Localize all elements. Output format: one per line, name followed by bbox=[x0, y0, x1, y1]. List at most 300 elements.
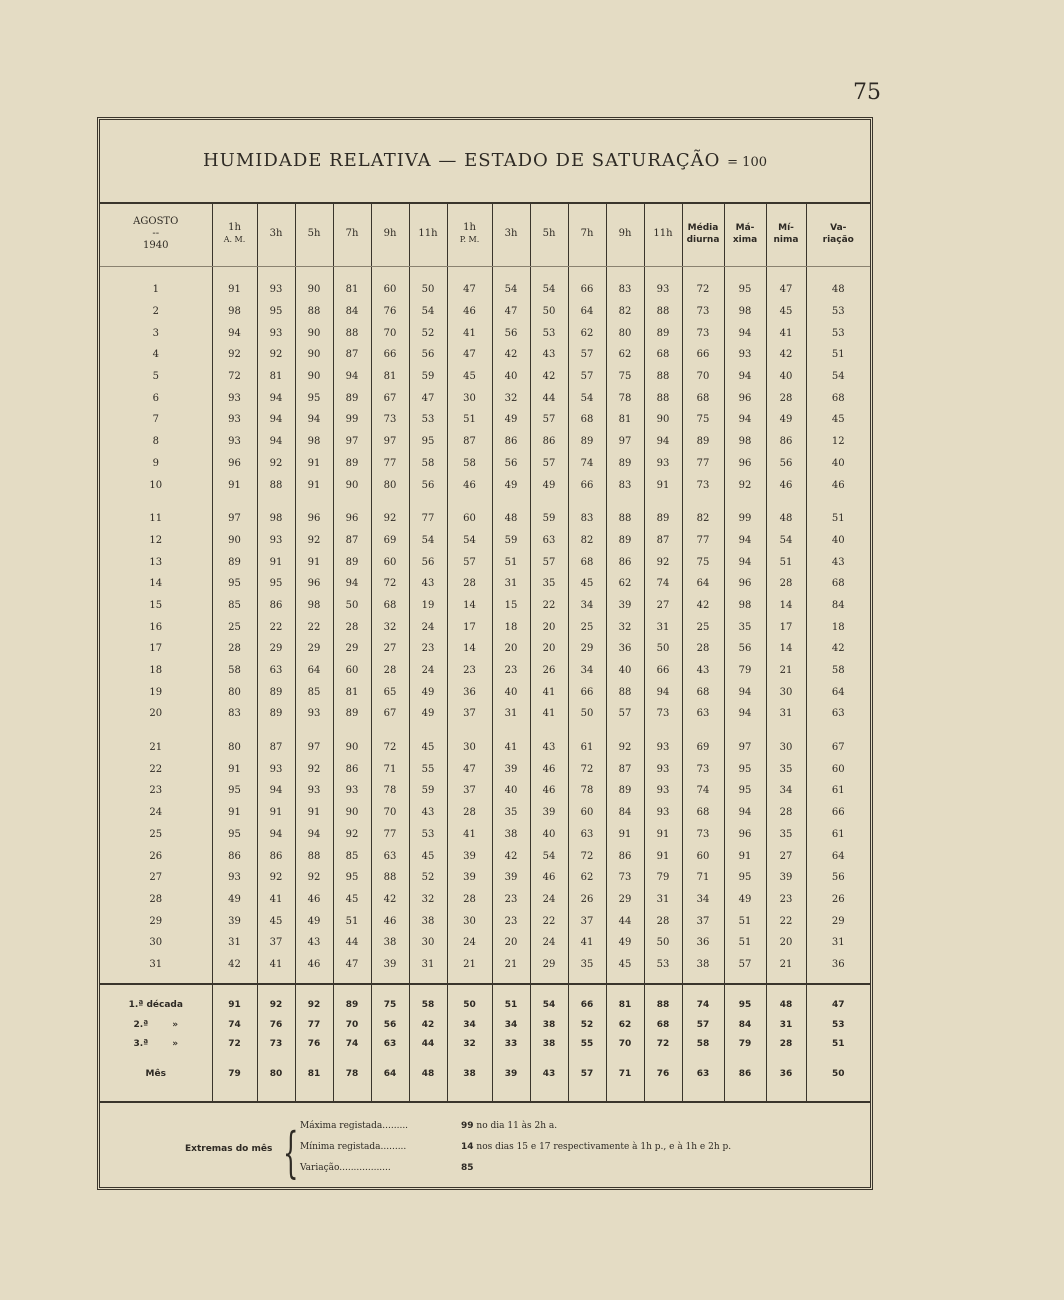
value-cell: 93 bbox=[644, 279, 682, 301]
min-header bbox=[766, 202, 806, 267]
min-recorded-value bbox=[461, 1142, 731, 1152]
spacer-cell bbox=[492, 1083, 530, 1102]
spacer-cell bbox=[333, 1054, 371, 1064]
value-cell: 79 bbox=[212, 1064, 257, 1084]
value-cell: 49 bbox=[492, 409, 530, 431]
day-cell: 1 bbox=[152, 284, 159, 296]
value-cell: 47 bbox=[409, 387, 447, 409]
value-cell: 78 bbox=[333, 1064, 371, 1084]
value-cell: 29 bbox=[606, 889, 644, 911]
value-cell: 49 bbox=[766, 409, 806, 431]
value-cell: 94 bbox=[257, 387, 295, 409]
value-cell: 34 bbox=[447, 1015, 492, 1035]
value-cell: 25 bbox=[568, 616, 606, 638]
spacer-cell bbox=[682, 984, 724, 995]
spacer-row bbox=[100, 1054, 870, 1064]
spacer-cell bbox=[212, 975, 257, 984]
value-cell: 90 bbox=[333, 737, 371, 759]
value-cell: 89 bbox=[257, 703, 295, 725]
day-cell: 8 bbox=[152, 436, 159, 448]
summary-label: 3.ª bbox=[133, 1039, 149, 1050]
value-cell: 91 bbox=[212, 802, 257, 824]
value-cell: 93 bbox=[644, 802, 682, 824]
value-cell: 24 bbox=[530, 932, 568, 954]
value-cell: 96 bbox=[295, 508, 333, 530]
variation-label: Variação.................. bbox=[300, 1163, 391, 1173]
value-cell: 74 bbox=[682, 780, 724, 802]
spacer-row bbox=[100, 267, 870, 280]
ditto-mark: » bbox=[172, 1019, 179, 1030]
spacer-cell bbox=[295, 984, 333, 995]
value-cell: 38 bbox=[409, 910, 447, 932]
spacer-cell bbox=[371, 267, 409, 280]
value-cell: 38 bbox=[530, 1015, 568, 1035]
spacer-cell bbox=[806, 1054, 870, 1064]
value-cell: 88 bbox=[644, 366, 682, 388]
value-cell: 51 bbox=[447, 409, 492, 431]
value-cell: 54 bbox=[447, 530, 492, 552]
value-cell: 56 bbox=[409, 551, 447, 573]
hour-header: 11h bbox=[644, 202, 682, 267]
value-cell: 35 bbox=[724, 616, 766, 638]
table-row bbox=[100, 573, 870, 595]
spacer-row bbox=[100, 984, 870, 995]
value-cell: 86 bbox=[257, 845, 295, 867]
value-cell: 34 bbox=[568, 595, 606, 617]
value-cell: 68 bbox=[806, 573, 870, 595]
value-cell: 98 bbox=[724, 595, 766, 617]
value-cell: 36 bbox=[682, 932, 724, 954]
value-cell: 48 bbox=[409, 1064, 447, 1084]
spacer-cell bbox=[568, 496, 606, 508]
value-cell: 28 bbox=[766, 387, 806, 409]
value-cell: 93 bbox=[644, 780, 682, 802]
value-cell: 86 bbox=[257, 595, 295, 617]
value-cell: 53 bbox=[806, 1015, 870, 1035]
table-row bbox=[100, 780, 870, 802]
value-cell: 83 bbox=[606, 474, 644, 496]
spacer-cell bbox=[409, 267, 447, 280]
table-row bbox=[100, 409, 870, 431]
value-cell: 24 bbox=[409, 616, 447, 638]
min-label-2: nima bbox=[773, 235, 799, 245]
value-cell: 67 bbox=[371, 387, 409, 409]
spacer-cell bbox=[447, 496, 492, 508]
value-cell: 80 bbox=[212, 737, 257, 759]
value-cell: 93 bbox=[333, 780, 371, 802]
value-cell: 60 bbox=[447, 508, 492, 530]
value-cell: 50 bbox=[806, 1064, 870, 1084]
value-cell: 32 bbox=[447, 1034, 492, 1054]
value-cell: 31 bbox=[492, 703, 530, 725]
day-cell: 9 bbox=[152, 457, 159, 469]
value-cell: 35 bbox=[766, 824, 806, 846]
spacer-cell bbox=[371, 496, 409, 508]
value-cell: 98 bbox=[724, 431, 766, 453]
value-cell: 39 bbox=[606, 595, 644, 617]
value-cell: 50 bbox=[409, 279, 447, 301]
spacer-cell bbox=[644, 725, 682, 737]
value-cell: 22 bbox=[766, 910, 806, 932]
value-cell: 89 bbox=[682, 431, 724, 453]
value-cell: 80 bbox=[371, 474, 409, 496]
day-cell: 27 bbox=[149, 872, 163, 884]
value-cell: 90 bbox=[295, 344, 333, 366]
spacer-cell bbox=[530, 1083, 568, 1102]
value-cell: 28 bbox=[682, 638, 724, 660]
value-cell: 59 bbox=[409, 366, 447, 388]
value-cell: 39 bbox=[492, 758, 530, 780]
spacer-cell bbox=[724, 1083, 766, 1102]
spacer-cell bbox=[257, 496, 295, 508]
spacer-cell bbox=[568, 725, 606, 737]
value-cell: 77 bbox=[371, 453, 409, 475]
value-cell: 42 bbox=[371, 889, 409, 911]
min-note: nos dias 15 e 17 respectivamente à 1h p., e à 1h e 2h p. bbox=[476, 1142, 732, 1152]
table-row bbox=[100, 910, 870, 932]
spacer-cell bbox=[212, 984, 257, 995]
day-cell: 18 bbox=[149, 665, 163, 677]
table-row bbox=[100, 474, 870, 496]
value-cell: 91 bbox=[212, 279, 257, 301]
hour-header: 9h bbox=[606, 202, 644, 267]
spacer-cell bbox=[295, 1083, 333, 1102]
value-cell: 49 bbox=[409, 681, 447, 703]
day-cell: 25 bbox=[149, 828, 163, 840]
table-row bbox=[100, 322, 870, 344]
value-cell: 89 bbox=[333, 387, 371, 409]
day-cell: 13 bbox=[149, 556, 163, 568]
value-cell: 31 bbox=[409, 954, 447, 976]
value-cell: 91 bbox=[212, 758, 257, 780]
value-cell: 40 bbox=[492, 366, 530, 388]
value-cell: 98 bbox=[295, 595, 333, 617]
spacer-cell bbox=[606, 1083, 644, 1102]
spacer-cell bbox=[806, 267, 870, 280]
value-cell: 94 bbox=[724, 802, 766, 824]
value-cell: 47 bbox=[806, 995, 870, 1015]
spacer-cell bbox=[295, 975, 333, 984]
spacer-cell bbox=[606, 496, 644, 508]
spacer-cell bbox=[409, 984, 447, 995]
hour-header: 5h bbox=[530, 202, 568, 267]
value-cell: 37 bbox=[447, 703, 492, 725]
value-cell: 88 bbox=[371, 867, 409, 889]
spacer-cell bbox=[212, 496, 257, 508]
table-row bbox=[100, 595, 870, 617]
value-cell: 21 bbox=[492, 954, 530, 976]
spacer-cell bbox=[568, 975, 606, 984]
spacer-cell bbox=[806, 496, 870, 508]
value-cell: 26 bbox=[530, 660, 568, 682]
value-cell: 44 bbox=[530, 387, 568, 409]
spacer-cell bbox=[295, 496, 333, 508]
value-cell: 96 bbox=[724, 573, 766, 595]
value-cell: 93 bbox=[644, 758, 682, 780]
spacer-cell bbox=[606, 267, 644, 280]
value-cell: 78 bbox=[371, 780, 409, 802]
spacer-cell bbox=[644, 1054, 682, 1064]
value-cell: 93 bbox=[644, 453, 682, 475]
value-cell: 78 bbox=[568, 780, 606, 802]
value-cell: 72 bbox=[568, 845, 606, 867]
value-cell: 45 bbox=[447, 366, 492, 388]
value-cell: 38 bbox=[530, 1034, 568, 1054]
value-cell: 68 bbox=[806, 387, 870, 409]
value-cell: 80 bbox=[212, 681, 257, 703]
value-cell: 62 bbox=[568, 322, 606, 344]
variation-value-wrap bbox=[461, 1163, 474, 1173]
value-cell: 91 bbox=[257, 802, 295, 824]
value-cell: 20 bbox=[530, 616, 568, 638]
value-cell: 46 bbox=[530, 758, 568, 780]
value-cell: 86 bbox=[530, 431, 568, 453]
variation-label-2: riação bbox=[822, 235, 854, 245]
value-cell: 88 bbox=[295, 845, 333, 867]
value-cell: 43 bbox=[530, 1064, 568, 1084]
value-cell: 48 bbox=[766, 995, 806, 1015]
value-cell: 73 bbox=[371, 409, 409, 431]
value-cell: 93 bbox=[212, 431, 257, 453]
value-cell: 30 bbox=[447, 387, 492, 409]
table-body bbox=[100, 267, 870, 1103]
value-cell: 45 bbox=[568, 573, 606, 595]
value-cell: 31 bbox=[644, 616, 682, 638]
value-cell: 41 bbox=[257, 954, 295, 976]
spacer-cell bbox=[100, 496, 212, 508]
value-cell: 54 bbox=[409, 530, 447, 552]
value-cell: 36 bbox=[447, 681, 492, 703]
value-cell: 98 bbox=[257, 508, 295, 530]
spacer-cell bbox=[447, 725, 492, 737]
value-cell: 73 bbox=[682, 474, 724, 496]
spacer-cell bbox=[530, 984, 568, 995]
spacer-cell bbox=[724, 984, 766, 995]
value-cell: 93 bbox=[295, 780, 333, 802]
day-cell: 21 bbox=[149, 742, 163, 754]
value-cell: 41 bbox=[530, 681, 568, 703]
spacer-cell bbox=[409, 975, 447, 984]
max-recorded-label: Máxima registada......... bbox=[300, 1121, 409, 1131]
value-cell: 87 bbox=[644, 530, 682, 552]
spacer-cell bbox=[100, 725, 212, 737]
value-cell: 89 bbox=[606, 453, 644, 475]
value-cell: 29 bbox=[333, 638, 371, 660]
value-cell: 63 bbox=[530, 530, 568, 552]
value-cell: 72 bbox=[371, 737, 409, 759]
value-cell: 69 bbox=[371, 530, 409, 552]
value-cell: 57 bbox=[447, 551, 492, 573]
value-cell: 14 bbox=[766, 595, 806, 617]
spacer-cell bbox=[766, 984, 806, 995]
value-cell: 74 bbox=[212, 1015, 257, 1035]
value-cell: 39 bbox=[530, 802, 568, 824]
day-cell: 16 bbox=[149, 621, 163, 633]
value-cell: 77 bbox=[682, 453, 724, 475]
value-cell: 41 bbox=[447, 322, 492, 344]
value-cell: 62 bbox=[606, 1015, 644, 1035]
value-cell: 51 bbox=[492, 995, 530, 1015]
value-cell: 87 bbox=[257, 737, 295, 759]
table-row bbox=[100, 802, 870, 824]
spacer-cell bbox=[530, 725, 568, 737]
spacer-cell bbox=[492, 975, 530, 984]
value-cell: 91 bbox=[295, 551, 333, 573]
value-cell: 43 bbox=[409, 573, 447, 595]
spacer-cell bbox=[682, 1083, 724, 1102]
value-cell: 60 bbox=[371, 279, 409, 301]
value-cell: 42 bbox=[806, 638, 870, 660]
value-cell: 15 bbox=[492, 595, 530, 617]
hour-header: 11h bbox=[409, 202, 447, 267]
table-row bbox=[100, 660, 870, 682]
value-cell: 95 bbox=[333, 867, 371, 889]
value-cell: 28 bbox=[212, 638, 257, 660]
spacer-cell bbox=[806, 975, 870, 984]
value-cell: 89 bbox=[333, 995, 371, 1015]
value-cell: 90 bbox=[212, 530, 257, 552]
value-cell: 34 bbox=[492, 1015, 530, 1035]
spacer-cell bbox=[724, 267, 766, 280]
value-cell: 53 bbox=[806, 301, 870, 323]
value-cell: 82 bbox=[606, 301, 644, 323]
value-cell: 43 bbox=[295, 932, 333, 954]
spacer-cell bbox=[257, 984, 295, 995]
value-cell: 58 bbox=[212, 660, 257, 682]
value-cell: 19 bbox=[409, 595, 447, 617]
spacer-cell bbox=[447, 1083, 492, 1102]
table-row bbox=[100, 431, 870, 453]
hour-header: 5h bbox=[295, 202, 333, 267]
value-cell: 42 bbox=[409, 1015, 447, 1035]
summary-row bbox=[100, 1064, 870, 1084]
value-cell: 88 bbox=[644, 301, 682, 323]
value-cell: 71 bbox=[606, 1064, 644, 1084]
value-cell: 42 bbox=[766, 344, 806, 366]
table-row bbox=[100, 867, 870, 889]
value-cell: 40 bbox=[606, 660, 644, 682]
value-cell: 95 bbox=[724, 279, 766, 301]
min-recorded-label: Mínima registada......... bbox=[300, 1142, 407, 1152]
spacer-cell bbox=[100, 975, 212, 984]
spacer-cell bbox=[492, 1054, 530, 1064]
value-cell: 35 bbox=[766, 758, 806, 780]
value-cell: 23 bbox=[492, 889, 530, 911]
day-cell: 29 bbox=[149, 915, 163, 927]
value-cell: 56 bbox=[724, 638, 766, 660]
value-cell: 58 bbox=[409, 995, 447, 1015]
value-cell: 95 bbox=[724, 867, 766, 889]
value-cell: 42 bbox=[212, 954, 257, 976]
table-row bbox=[100, 344, 870, 366]
value-cell: 46 bbox=[447, 301, 492, 323]
value-cell: 77 bbox=[295, 1015, 333, 1035]
spacer-cell bbox=[212, 1083, 257, 1102]
value-cell: 28 bbox=[766, 1034, 806, 1054]
spacer-cell bbox=[100, 267, 212, 280]
value-cell: 60 bbox=[682, 845, 724, 867]
value-cell: 30 bbox=[766, 681, 806, 703]
value-cell: 22 bbox=[295, 616, 333, 638]
value-cell: 42 bbox=[682, 595, 724, 617]
spacer-cell bbox=[806, 984, 870, 995]
value-cell: 47 bbox=[766, 279, 806, 301]
value-cell: 31 bbox=[766, 703, 806, 725]
value-cell: 72 bbox=[212, 1034, 257, 1054]
value-cell: 89 bbox=[644, 508, 682, 530]
value-cell: 38 bbox=[682, 954, 724, 976]
value-cell: 69 bbox=[682, 737, 724, 759]
spacer-cell bbox=[644, 1083, 682, 1102]
value-cell: 46 bbox=[295, 889, 333, 911]
value-cell: 23 bbox=[492, 660, 530, 682]
value-cell: 27 bbox=[371, 638, 409, 660]
value-cell: 97 bbox=[295, 737, 333, 759]
day-cell: 14 bbox=[149, 578, 163, 590]
value-cell: 90 bbox=[333, 802, 371, 824]
value-cell: 60 bbox=[568, 802, 606, 824]
value-cell: 91 bbox=[295, 802, 333, 824]
value-cell: 72 bbox=[644, 1034, 682, 1054]
value-cell: 63 bbox=[568, 824, 606, 846]
value-cell: 14 bbox=[447, 638, 492, 660]
value-cell: 29 bbox=[257, 638, 295, 660]
value-cell: 48 bbox=[492, 508, 530, 530]
value-cell: 95 bbox=[724, 780, 766, 802]
value-cell: 81 bbox=[257, 366, 295, 388]
value-cell: 29 bbox=[568, 638, 606, 660]
value-cell: 93 bbox=[644, 737, 682, 759]
value-cell: 54 bbox=[530, 279, 568, 301]
value-cell: 49 bbox=[212, 889, 257, 911]
value-cell: 40 bbox=[806, 530, 870, 552]
value-cell: 66 bbox=[568, 279, 606, 301]
value-cell: 88 bbox=[644, 995, 682, 1015]
value-cell: 75 bbox=[606, 366, 644, 388]
value-cell: 17 bbox=[766, 616, 806, 638]
spacer-cell bbox=[806, 725, 870, 737]
value-cell: 28 bbox=[447, 889, 492, 911]
table-row bbox=[100, 845, 870, 867]
value-cell: 97 bbox=[724, 737, 766, 759]
value-cell: 93 bbox=[257, 530, 295, 552]
value-cell: 86 bbox=[724, 1064, 766, 1084]
value-cell: 49 bbox=[530, 474, 568, 496]
spacer-cell bbox=[100, 984, 212, 995]
spacer-cell bbox=[724, 496, 766, 508]
value-cell: 18 bbox=[806, 616, 870, 638]
day-cell: 12 bbox=[149, 534, 163, 546]
value-cell: 30 bbox=[766, 737, 806, 759]
value-cell: 94 bbox=[724, 703, 766, 725]
value-cell: 66 bbox=[371, 344, 409, 366]
value-cell: 45 bbox=[409, 737, 447, 759]
value-cell: 72 bbox=[371, 573, 409, 595]
value-cell: 73 bbox=[682, 301, 724, 323]
value-cell: 95 bbox=[257, 301, 295, 323]
spacer-cell bbox=[644, 984, 682, 995]
header-row bbox=[100, 202, 870, 267]
summary-row bbox=[100, 1015, 870, 1035]
value-cell: 40 bbox=[766, 366, 806, 388]
value-cell: 91 bbox=[644, 845, 682, 867]
value-cell: 39 bbox=[766, 867, 806, 889]
max-note: no dia 11 às 2h a. bbox=[476, 1121, 558, 1131]
value-cell: 85 bbox=[295, 681, 333, 703]
table-row bbox=[100, 758, 870, 780]
value-cell: 57 bbox=[568, 1064, 606, 1084]
value-cell: 88 bbox=[606, 508, 644, 530]
